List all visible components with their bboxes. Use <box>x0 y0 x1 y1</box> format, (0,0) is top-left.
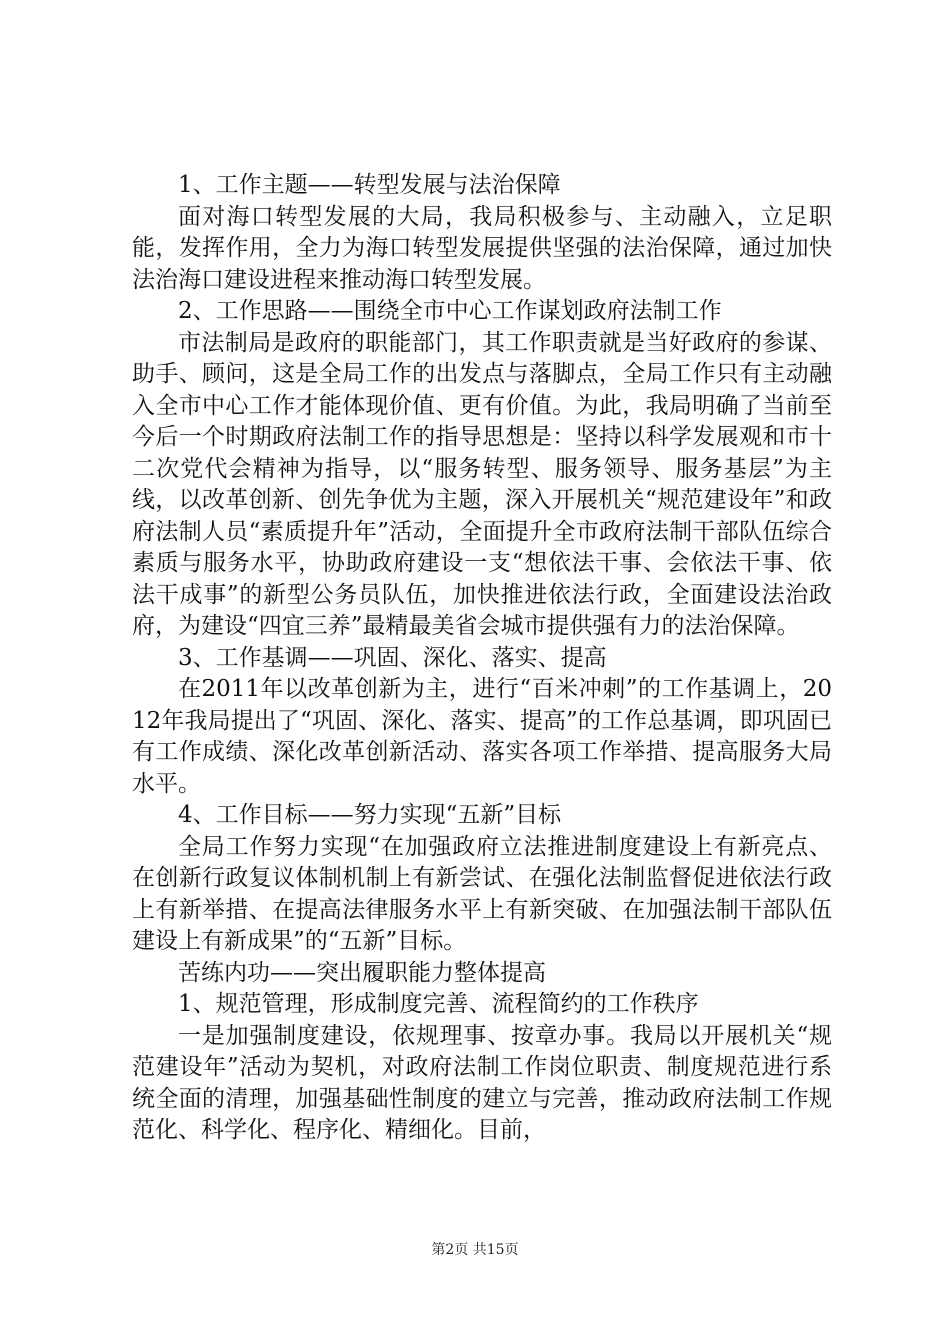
page-footer: 第2页 共15页 <box>431 1242 519 1258</box>
paragraph-work-theme: 面对海口转型发展的大局，我局积极参与、主动融入，立足职能，发挥作用，全力为海口转型发展提供坚强的法治保障，通过加快法治海口建设进程来推动海口转型发展。 <box>132 203 832 293</box>
document-body <box>132 170 832 1147</box>
paragraph-work-tone: 在2011年以改革创新为主，进行“百米冲刺”的工作基调上，2012年我局提出了“巩固、深化、落实、提高”的工作总基调，即巩固已有工作成绩、深化改革创新活动、落实各项工作举措、提高服务大局水平。 <box>132 676 832 797</box>
paragraph-standard-management: 一是加强制度建设，依规理事、按章办事。我局以开展机关“规范建设年”活动为契机，对政府法制工作岗位职责、制度规范进行系统全面的清理，加强基础性制度的建立与完善，推动政府法制工作规范化、科学化、程序化、精细化。目前， <box>132 1022 832 1143</box>
section-heading-standard-management: 1、规范管理，形成制度完善、流程简约的工作秩序 <box>178 991 699 1017</box>
section-heading-internal-skills: 苦练内功——突出履职能力整体提高 <box>178 959 546 986</box>
section-heading-work-goals: 4、工作目标——努力实现“五新”目标 <box>178 802 562 828</box>
paragraph-work-goals: 全局工作努力实现“在加强政府立法推进制度建设上有新亮点、在创新行政复议体制机制上有新尝试、在强化法制监督促进依法行政上有新举措、在提高法律服务水平上有新突破、在加强法制干部队伍建设上有新成果”的“五新”目标。 <box>132 833 832 954</box>
section-heading-work-theme: 1、工作主题——转型发展与法治保障 <box>178 172 561 198</box>
paragraph-work-approach: 市法制局是政府的职能部门，其工作职责就是当好政府的参谋、助手、顾问，这是全局工作的出发点与落脚点，全局工作只有主动融入全市中心工作才能体现价值、更有价值。为此，我局明确了当前至今后一个时期政府法制工作的指导思想是：坚持以科学发展观和市十二次党代会精神为指导，以“服务转型、服务领导、服务基层”为主线，以改革创新、创先争优为主题，深入开展机关“规范建设年”和政府法制人员“素质提升年”活动，全面提升全市政府法制干部队伍综合素质与服务水平，协助政府建设一支“想依法干事、会依法干事、依法干成事”的新型公务员队伍，加快推进依法行政，全面建设法治政府，为建设“四宜三养”最精最美省会城市提供强有力的法治保障。 <box>132 329 832 639</box>
section-heading-work-approach: 2、工作思路——围绕全市中心工作谋划政府法制工作 <box>178 298 722 324</box>
section-heading-work-tone: 3、工作基调——巩固、深化、落实、提高 <box>178 644 607 671</box>
